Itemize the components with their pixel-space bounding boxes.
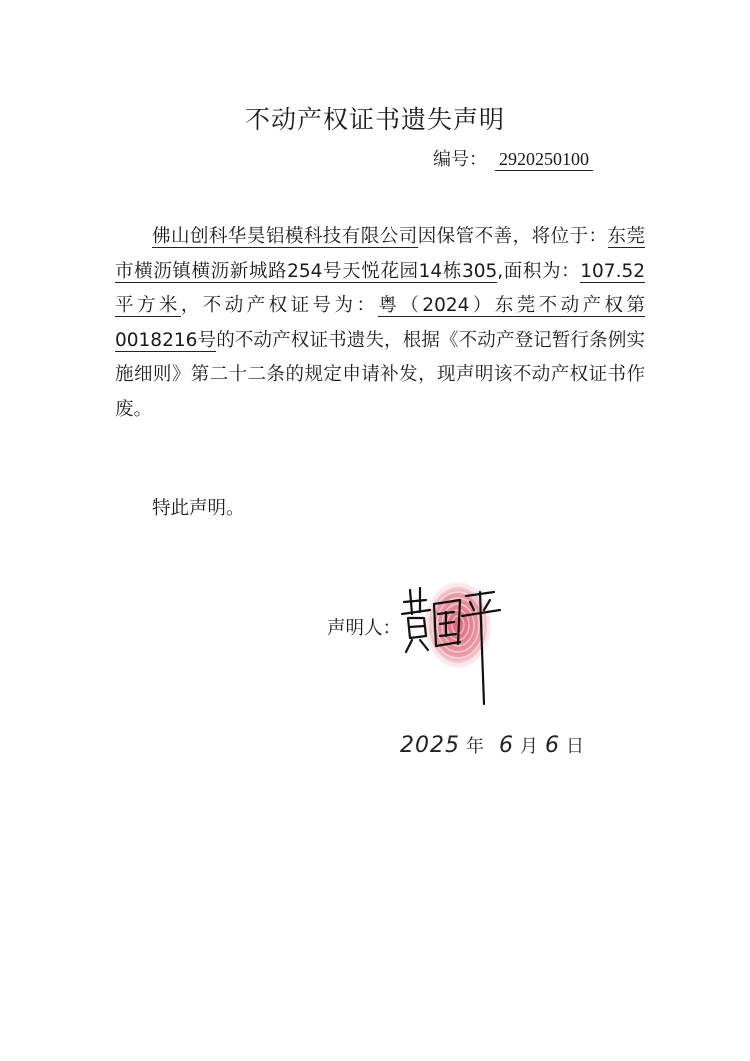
body-text-3: ，不动产权证号为： [180,295,379,316]
document-number [433,145,593,171]
document-number-value: 2920250100 [495,149,593,171]
signing-date [400,732,591,758]
declarant-label: 声明人： [327,618,402,639]
body-text-4: 的不动产权证书遗失，根据《不动产登记暂行条例实施细则》第二十二条的规定申请补发，现声明该不动产权证书作废。 [115,329,645,420]
certificate-number: 粤（2024）东莞不动产权第0018216号 [115,295,645,351]
property-area: 107.52平方米 [115,260,645,316]
document-number-label: 编号： [433,149,487,170]
company-name: 佛山创科华昊铝模科技有限公司 [152,226,418,247]
body-text-2: ,面积为： [497,260,581,282]
closing-statement: 特此声明。 [152,498,245,519]
declaration-body [115,220,645,427]
date-month: 6 [499,733,514,758]
body-text-1: 因保管不善，将位于： [417,226,608,247]
document-title: 不动产权证书遗失声明 [244,105,505,134]
date-year: 2025 [400,733,460,758]
date-day: 6 [545,733,560,758]
property-address: 东莞市横沥镇横沥新城路254号天悦花园14栋305 [115,226,645,282]
date-month-unit: 月 [520,736,539,757]
handwritten-signature [398,580,508,710]
date-day-unit: 日 [566,736,585,757]
date-year-unit: 年 [466,736,485,757]
